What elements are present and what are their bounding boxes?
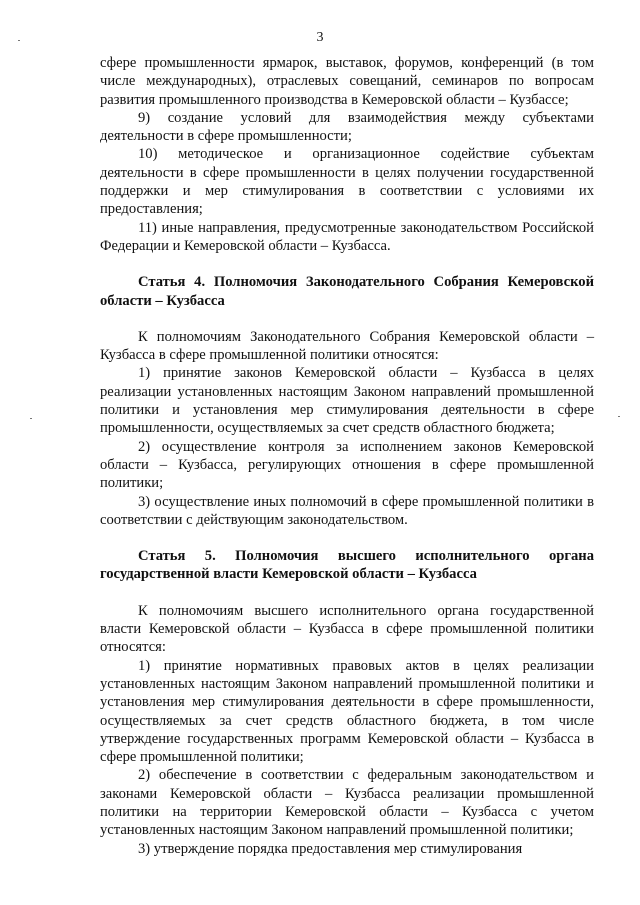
article-heading: Статья 5. Полномочия высшего исполнительного органа государственной власти Кемеровской области – Кузбасса bbox=[100, 548, 594, 583]
article-heading: Статья 4. Полномочия Законодательного Собрания Кемеровской области – Кузбасса bbox=[100, 274, 594, 309]
list-item: 1) принятие законов Кемеровской области – Кузбасса в целях реализации установленных настоящим Законом направлений промышленной политики и установления мер стимулирования деятельности в сфере промышленности, осуществляемых за счет средств областного бюджета; bbox=[100, 365, 594, 437]
scan-mark bbox=[30, 418, 32, 419]
document-body bbox=[100, 54, 594, 858]
paragraph: сфере промышленности ярмарок, выставок, форумов, конференций (в том числе международных), отраслевых совещаний, семинаров по вопросам развития промышленного производства в Кемеровской области – Кузбассе; bbox=[100, 55, 594, 108]
list-item: 3) осуществление иных полномочий в сфере промышленной политики в соответствии с действующим законодательством. bbox=[100, 493, 594, 528]
list-item: 10) методическое и организационное содействие субъектам деятельности в сфере промышленности в целях получении государственной поддержки и мер стимулирования в соответствии с условиями их предоставления; bbox=[100, 146, 594, 218]
list-item: 3) утверждение порядка предоставления мер стимулирования bbox=[138, 840, 523, 857]
list-item: 2) осуществление контроля за исполнением законов Кемеровской области – Кузбасса, регулирующих отношения в сфере промышленной политики; bbox=[100, 438, 594, 492]
list-item: 2) обеспечение в соответствии с федеральным законодательством и законами Кемеровской области – Кузбасса реализации промышленной политики на территории Кемеровской области – Кузбасса с учетом установленных настоящим Законом направлений промышленной политики; bbox=[100, 767, 594, 839]
paragraph: К полномочиям высшего исполнительного органа государственной власти Кемеровской области – Кузбасса в сфере промышленной политики относятся: bbox=[100, 602, 594, 656]
list-item: 1) принятие нормативных правовых актов в целях реализации установленных настоящим Законом направлений промышленной политики и установления мер стимулирования деятельности в сфере промышленности, осуществляемых за счет средств областного бюджета, в том числе утверждение государственных программ Кемеровской области – Кузбасса в сфере промышленной политики; bbox=[100, 657, 594, 766]
scan-mark bbox=[18, 40, 20, 41]
list-item: 9) создание условий для взаимодействия между субъектами деятельности в сфере промышленности; bbox=[100, 109, 594, 145]
scan-mark bbox=[618, 416, 620, 417]
page-number: 3 bbox=[316, 30, 324, 45]
paragraph: К полномочиям Законодательного Собрания Кемеровской области – Кузбасса в сфере промышленной политики относятся: bbox=[100, 328, 594, 364]
list-item: 11) иные направления, предусмотренные законодательством Российской Федерации и Кемеровской области – Кузбасса. bbox=[100, 219, 594, 254]
